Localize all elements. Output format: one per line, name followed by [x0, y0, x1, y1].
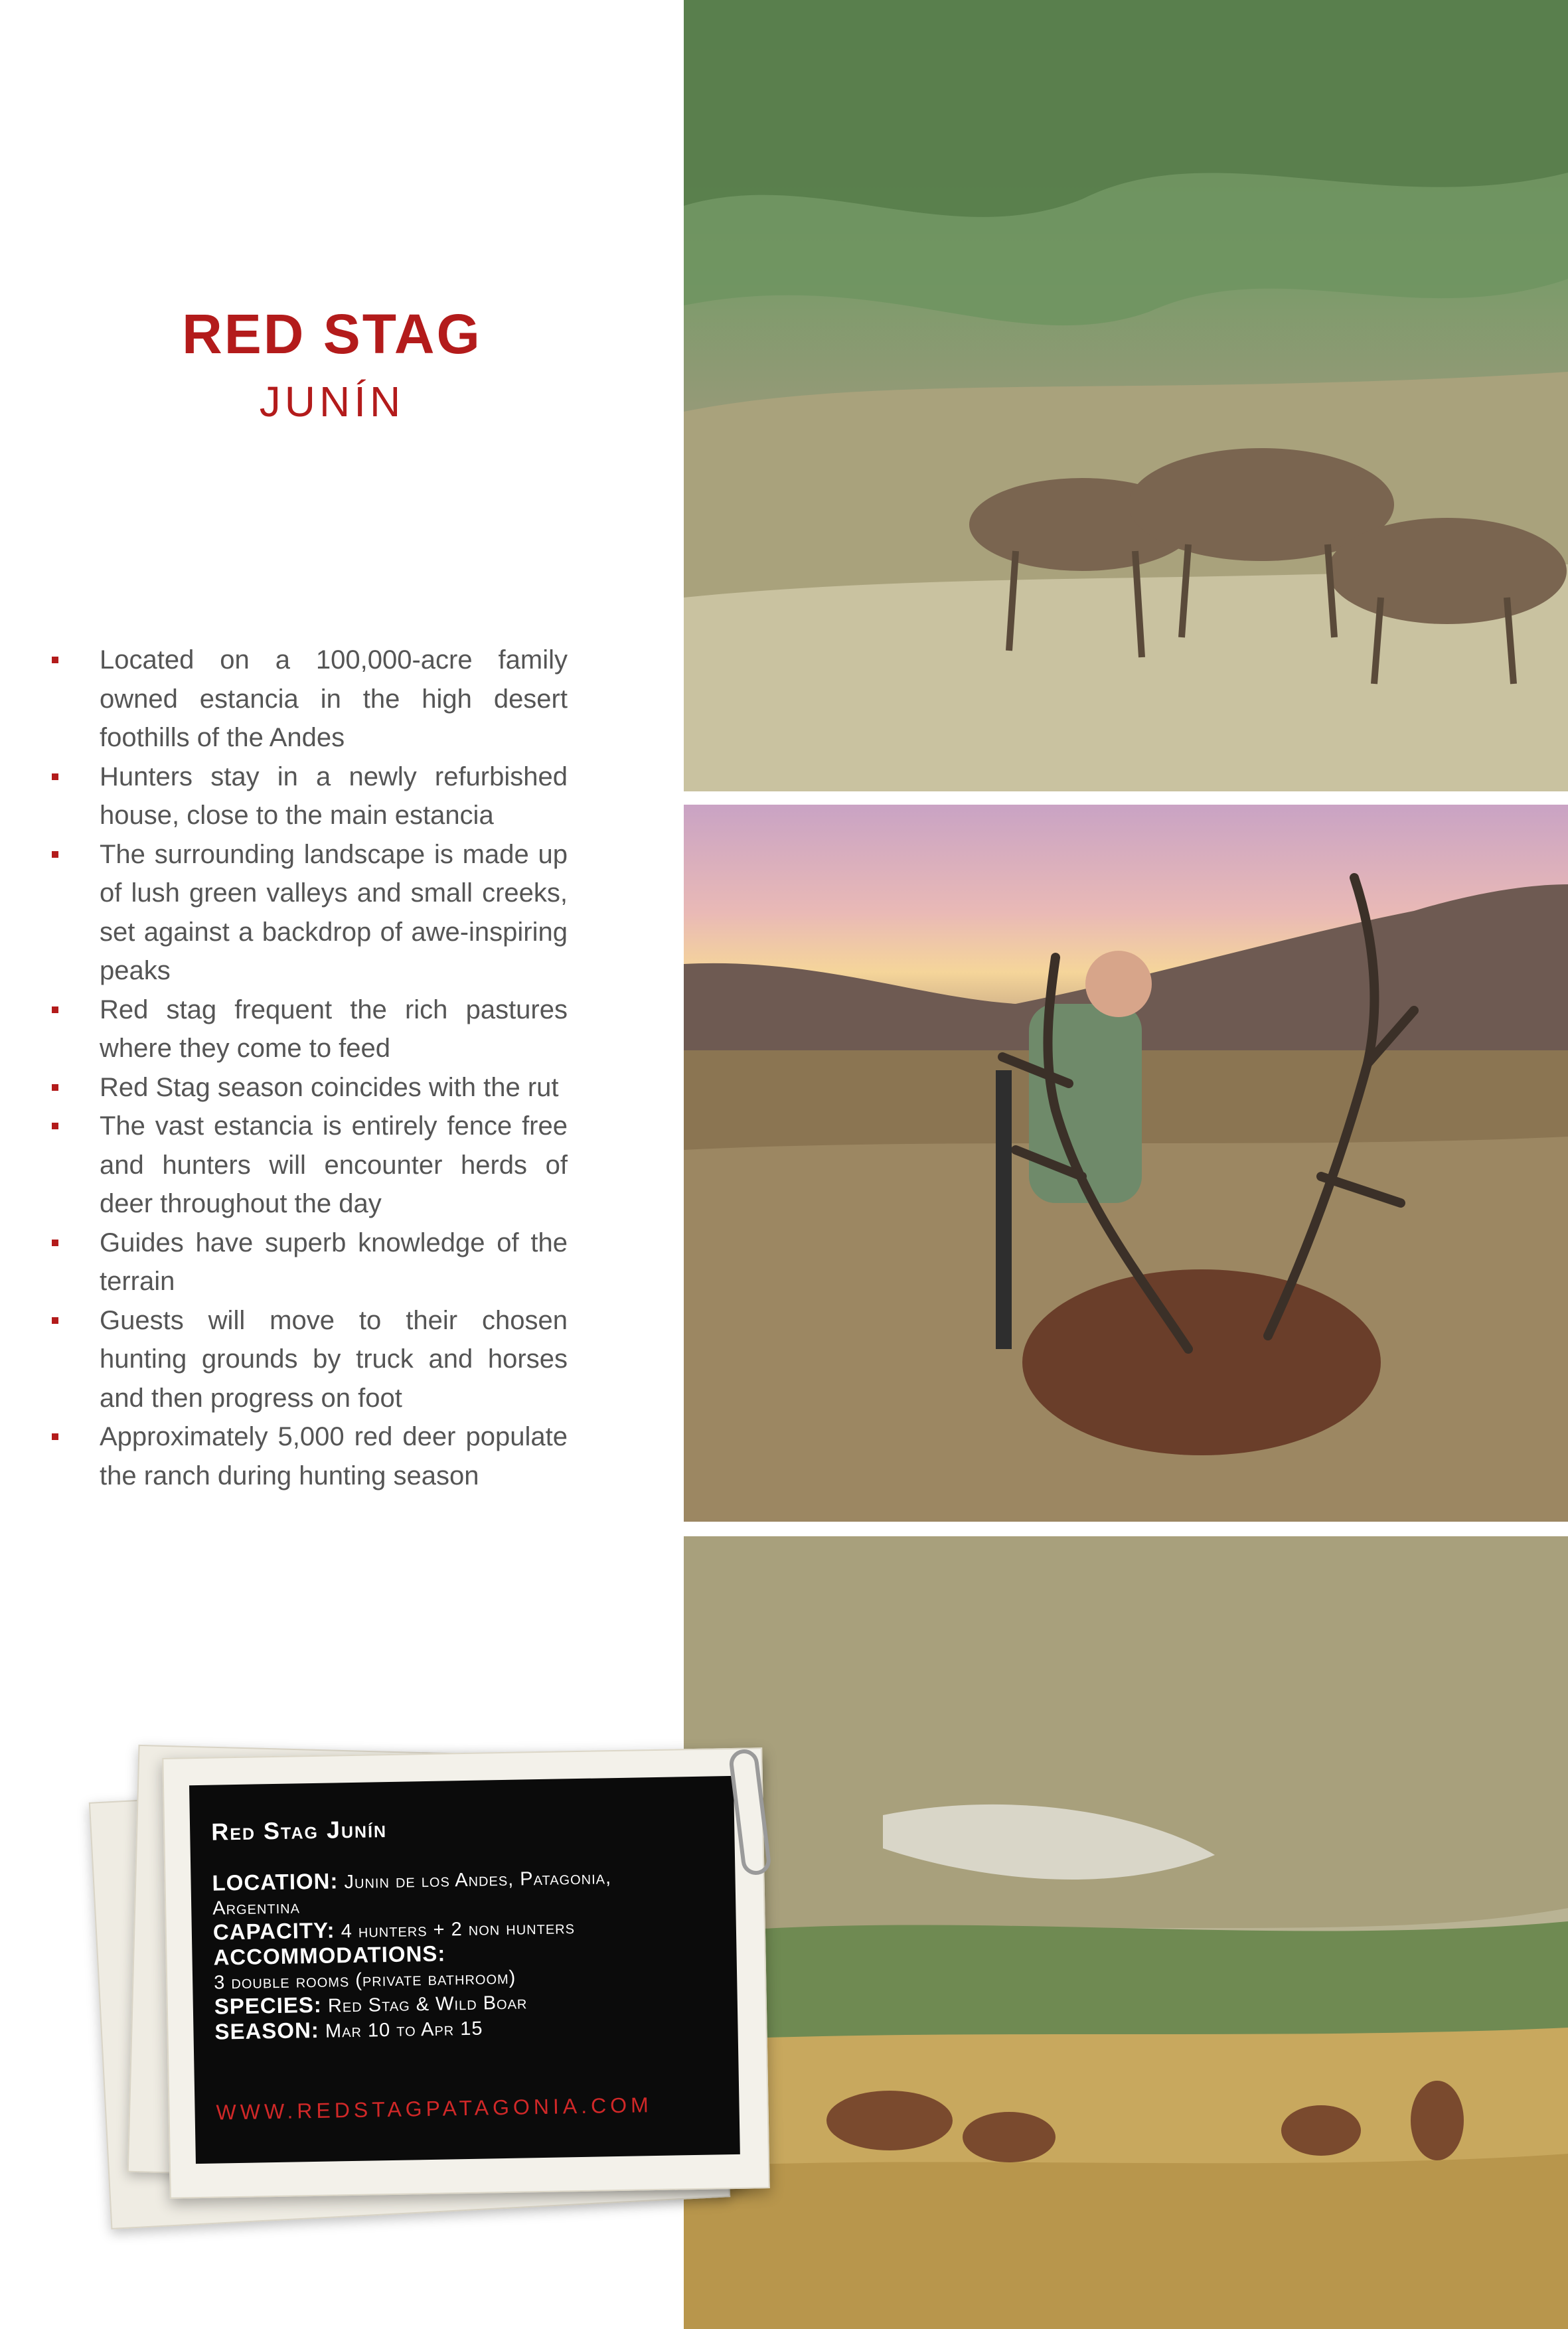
list-item: The vast estancia is entirely fence free and hunters will encounter herds of deer throughout the day	[100, 1107, 568, 1224]
bullet-icon	[52, 1084, 58, 1091]
list-item: The surrounding landscape is made up of lush green valleys and small creeks, set against a backdrop of awe-inspiring peaks	[100, 835, 568, 991]
bullet-icon	[52, 1433, 58, 1440]
bullet-icon	[52, 773, 58, 780]
page-subtitle: JUNÍN	[259, 378, 405, 426]
location-label: LOCATION:	[212, 1868, 339, 1895]
website-link[interactable]: WWW.REDSTAGPATAGONIA.COM	[216, 2093, 653, 2125]
capacity-label: CAPACITY:	[212, 1917, 335, 1945]
location-value: Junin de los Andes, Patagonia, Argentina	[212, 1867, 612, 1919]
species-label: SPECIES:	[214, 1992, 323, 2019]
season-value: Mar 10 to Apr 15	[325, 2018, 483, 2042]
deer-in-valley-grassland-photo	[684, 1536, 1568, 2329]
hunter-with-trophy-stag-photo	[684, 805, 1568, 1522]
bullet-icon	[52, 1317, 58, 1324]
bullet-icon	[52, 657, 58, 663]
card-title: Red Stag Junín	[210, 1815, 388, 1846]
accommodations-line	[213, 1937, 692, 1995]
list-item: Hunters stay in a newly refurbished house, close to the main estancia	[100, 758, 568, 835]
season-label: SEASON:	[214, 2017, 320, 2044]
card-details	[212, 1863, 692, 2046]
accommodations-label: ACCOMMODATIONS:	[213, 1941, 446, 1970]
capacity-value: 4 hunters + 2 non hunters	[341, 1917, 576, 1943]
list-item: Located on a 100,000-acre family owned estancia in the high desert foothills of the Andes	[100, 641, 568, 758]
accommodations-value: 3 double rooms (private bathroom)	[213, 1967, 516, 1994]
list-item: Guides have superb knowledge of the terrain	[100, 1224, 568, 1301]
info-card	[93, 1726, 790, 2231]
list-item: Approximately 5,000 red deer populate the ranch during hunting season	[100, 1417, 568, 1495]
deer-herd-under-willow-photo	[684, 0, 1568, 791]
list-item: Red Stag season coincides with the rut	[100, 1068, 568, 1107]
feature-list	[100, 641, 568, 1495]
bullet-icon	[52, 1123, 58, 1129]
location-line	[212, 1863, 690, 1921]
species-value: Red Stag & Wild Boar	[327, 1992, 528, 2017]
bullet-icon	[52, 1006, 58, 1013]
list-item: Red stag frequent the rich pastures where they come to feed	[100, 991, 568, 1068]
card-frame	[162, 1747, 769, 2199]
bullet-icon	[52, 1240, 58, 1246]
page-title: RED STAG	[182, 303, 482, 365]
list-item: Guests will move to their chosen hunting grounds by truck and horses and then progress on foot	[100, 1301, 568, 1418]
bullet-icon	[52, 851, 58, 858]
